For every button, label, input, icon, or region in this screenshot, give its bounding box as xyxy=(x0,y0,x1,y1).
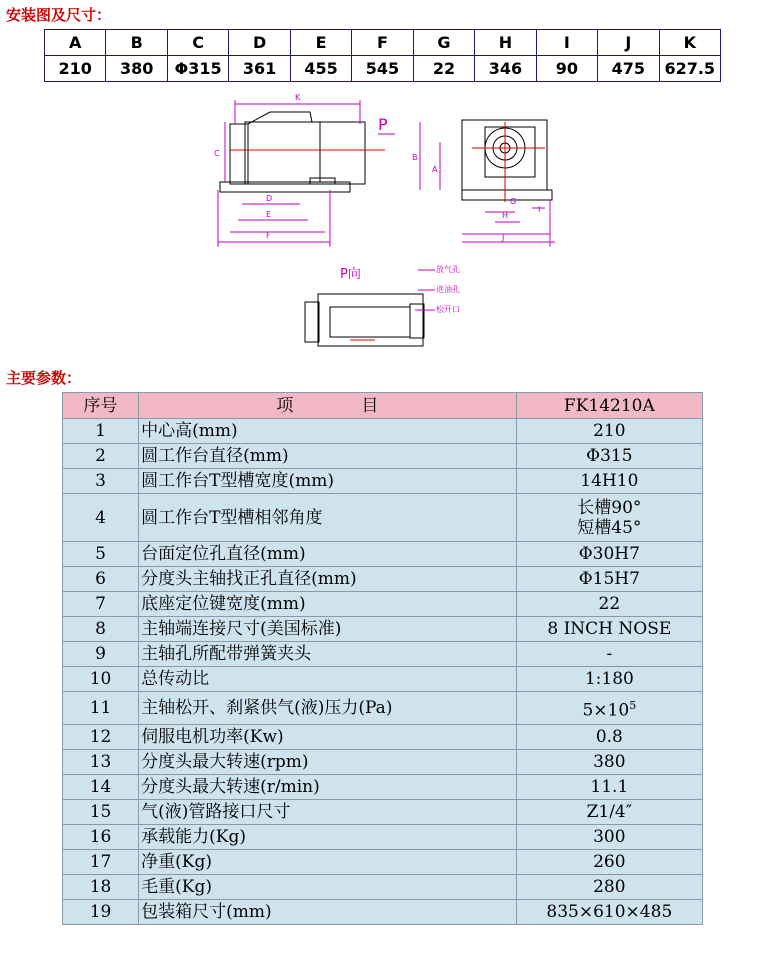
label-f: F xyxy=(266,231,271,240)
row-item: 分度头最大转速(rpm) xyxy=(139,750,517,775)
label-release: 松开口 xyxy=(436,305,460,314)
label-j: J xyxy=(502,233,505,242)
dim-value: 90 xyxy=(536,56,597,82)
row-no: 4 xyxy=(63,494,139,542)
row-value: 260 xyxy=(516,850,702,875)
row-no: 8 xyxy=(63,617,139,642)
table-row xyxy=(63,750,703,775)
row-item: 中心高(mm) xyxy=(139,419,517,444)
dim-value: 361 xyxy=(229,56,290,82)
front-view-body xyxy=(245,122,365,184)
table-row xyxy=(63,800,703,825)
label-e: E xyxy=(266,210,272,219)
table-row xyxy=(63,900,703,925)
dim-header: A xyxy=(45,30,106,56)
label-h: H xyxy=(502,211,509,220)
row-value: 22 xyxy=(516,592,702,617)
table-row xyxy=(63,592,703,617)
row-no: 11 xyxy=(63,692,139,725)
row-item: 圆工作台T型槽宽度(mm) xyxy=(139,469,517,494)
header-no: 序号 xyxy=(63,393,139,419)
row-no: 18 xyxy=(63,875,139,900)
row-no: 2 xyxy=(63,444,139,469)
table-row xyxy=(63,875,703,900)
row-no: 7 xyxy=(63,592,139,617)
dim-value: 346 xyxy=(475,56,536,82)
row-value-exponent: 5 xyxy=(629,698,637,712)
label-exhaust: 放气孔 xyxy=(436,265,460,274)
dim-value: 22 xyxy=(413,56,474,82)
row-item: 伺服电机功率(Kw) xyxy=(139,725,517,750)
dim-header: B xyxy=(106,30,167,56)
row-no: 1 xyxy=(63,419,139,444)
dim-value: 475 xyxy=(598,56,659,82)
row-no: 5 xyxy=(63,542,139,567)
row-item: 包装箱尺寸(mm) xyxy=(139,900,517,925)
label-k: K xyxy=(295,93,301,102)
dim-header: F xyxy=(352,30,413,56)
row-value xyxy=(516,692,702,725)
row-value: 380 xyxy=(516,750,702,775)
table-row xyxy=(63,642,703,667)
dim-value: Φ315 xyxy=(167,56,228,82)
row-value: Φ30H7 xyxy=(516,542,702,567)
row-value: Φ315 xyxy=(516,444,702,469)
row-no: 19 xyxy=(63,900,139,925)
label-a: A xyxy=(432,165,438,174)
row-value-line2: 短槽45° xyxy=(577,517,642,538)
p-view-body xyxy=(318,294,423,346)
row-item: 底座定位键宽度(mm) xyxy=(139,592,517,617)
dimension-value-row xyxy=(45,56,721,82)
dim-header: H xyxy=(475,30,536,56)
label-p-view: P向 xyxy=(340,267,361,282)
header-item: 项 目 xyxy=(139,393,517,419)
row-value: 0.8 xyxy=(516,725,702,750)
row-item: 毛重(Kg) xyxy=(139,875,517,900)
dim-header: G xyxy=(413,30,474,56)
table-row xyxy=(63,542,703,567)
install-section-title: 安装图及尺寸： xyxy=(6,6,112,24)
label-c: C xyxy=(214,149,220,158)
row-value-base: 5×10 xyxy=(582,700,630,721)
dim-value: 210 xyxy=(45,56,106,82)
table-row xyxy=(63,494,703,542)
table-row xyxy=(63,725,703,750)
dim-value: 380 xyxy=(106,56,167,82)
dim-header: J xyxy=(598,30,659,56)
dimension-header-row xyxy=(45,30,721,56)
label-b: B xyxy=(412,153,418,162)
table-row xyxy=(63,825,703,850)
row-value: 1:180 xyxy=(516,667,702,692)
row-value xyxy=(516,494,702,542)
row-item: 主轴端连接尺寸(美国标准) xyxy=(139,617,517,642)
row-no: 6 xyxy=(63,567,139,592)
params-section-title: 主要参数： xyxy=(6,369,82,387)
table-row xyxy=(63,775,703,800)
table-row xyxy=(63,692,703,725)
dimension-table xyxy=(44,29,721,82)
label-i: I xyxy=(538,205,541,214)
row-value: 8 INCH NOSE xyxy=(516,617,702,642)
row-value: 14H10 xyxy=(516,469,702,494)
row-item: 圆工作台T型槽相邻角度 xyxy=(139,494,517,542)
table-row xyxy=(63,469,703,494)
row-no: 3 xyxy=(63,469,139,494)
installation-drawing xyxy=(200,82,570,357)
row-item: 气(液)管路接口尺寸 xyxy=(139,800,517,825)
table-row xyxy=(63,667,703,692)
row-value: 210 xyxy=(516,419,702,444)
row-value: Z1/4″ xyxy=(516,800,702,825)
row-value: Φ15H7 xyxy=(516,567,702,592)
dim-header: C xyxy=(167,30,228,56)
dim-header: D xyxy=(229,30,290,56)
dim-header: K xyxy=(659,30,720,56)
row-no: 13 xyxy=(63,750,139,775)
row-no: 15 xyxy=(63,800,139,825)
table-row xyxy=(63,419,703,444)
row-no: 10 xyxy=(63,667,139,692)
dim-value: 455 xyxy=(290,56,351,82)
table-row xyxy=(63,617,703,642)
table-row xyxy=(63,567,703,592)
row-value: 11.1 xyxy=(516,775,702,800)
row-item: 主轴松开、刹紧供气(液)压力(Pa) xyxy=(139,692,517,725)
row-item: 净重(Kg) xyxy=(139,850,517,875)
row-value: - xyxy=(516,642,702,667)
label-inlet: 进油孔 xyxy=(436,285,460,294)
row-value-line1: 长槽90° xyxy=(577,497,642,518)
dim-value: 627.5 xyxy=(659,56,720,82)
header-model: FK14210A xyxy=(516,393,702,419)
dim-header: I xyxy=(536,30,597,56)
row-value: 835×610×485 xyxy=(516,900,702,925)
row-no: 17 xyxy=(63,850,139,875)
row-no: 12 xyxy=(63,725,139,750)
row-item: 台面定位孔直径(mm) xyxy=(139,542,517,567)
dim-value: 545 xyxy=(352,56,413,82)
row-item: 分度头最大转速(r/min) xyxy=(139,775,517,800)
row-item: 总传动比 xyxy=(139,667,517,692)
params-header-row xyxy=(63,393,703,419)
row-no: 9 xyxy=(63,642,139,667)
row-item: 主轴孔所配带弹簧夹头 xyxy=(139,642,517,667)
row-no: 16 xyxy=(63,825,139,850)
row-item: 分度头主轴找正孔直径(mm) xyxy=(139,567,517,592)
table-row xyxy=(63,850,703,875)
table-row xyxy=(63,444,703,469)
row-value: 280 xyxy=(516,875,702,900)
row-no: 14 xyxy=(63,775,139,800)
main-params-table xyxy=(62,392,703,925)
label-d: D xyxy=(266,194,273,203)
row-value: 300 xyxy=(516,825,702,850)
dim-header: E xyxy=(290,30,351,56)
row-item: 承载能力(Kg) xyxy=(139,825,517,850)
row-item: 圆工作台直径(mm) xyxy=(139,444,517,469)
label-g: G xyxy=(510,197,517,206)
label-p: P xyxy=(378,115,388,134)
